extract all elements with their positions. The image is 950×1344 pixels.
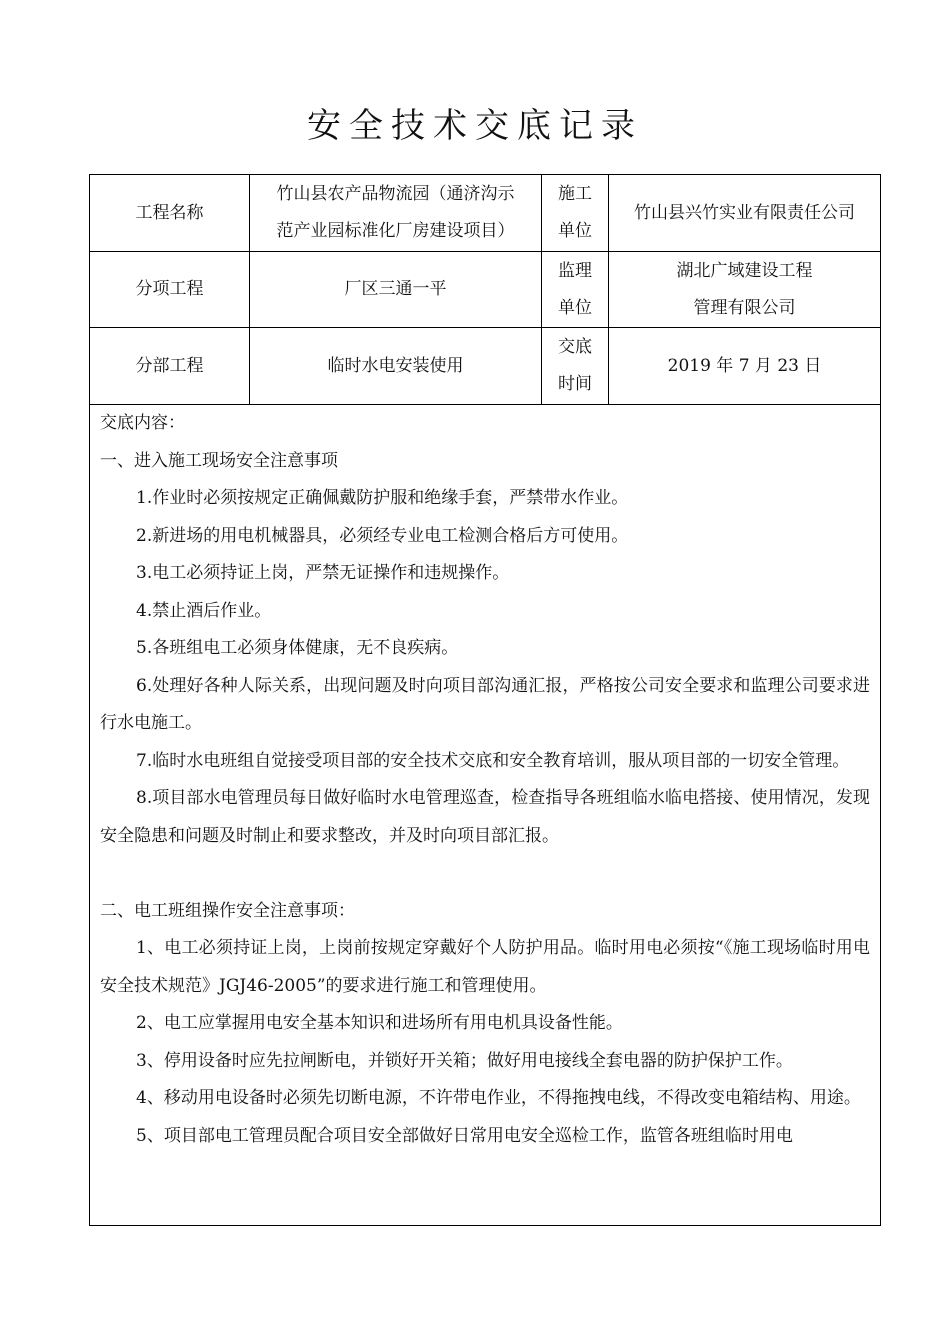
record-table (89, 174, 881, 1226)
list-item: 6.处理好各种人际关系，出现问题及时向项目部沟通汇报，严格按公司安全要求和监理公司要求进行水电施工。 (100, 675, 870, 733)
list-item: 1、电工必须持证上岗，上岗前按规定穿戴好个人防护用品。临时用电必须按“《施工现场临时用电安全技术规范》JGJ46-2005”的要求进行施工和管理使用。 (100, 938, 870, 996)
list-item: 5、项目部电工管理员配合项目安全部做好日常用电安全巡检工作，监管各班组临时用电 (136, 1125, 793, 1146)
list-item: 4、移动用电设备时必须先切断电源，不许带电作业，不得拖拽电线，不得改变电箱结构、用途。 (136, 1088, 861, 1108)
list-item: 7.临时水电班组自觉接受项目部的安全技术交底和安全教育培训，服从项目部的一切安全管理。 (136, 750, 850, 771)
row-division (90, 328, 880, 405)
supervision-unit-label: 监理 单位 (542, 252, 609, 327)
list-item: 5.各班组电工必须身体健康，无不良疾病。 (136, 638, 459, 658)
list-item: 4.禁止酒后作业。 (136, 600, 272, 621)
list-item: 1.作业时必须按规定正确佩戴防护服和绝缘手套，严禁带水作业。 (136, 488, 629, 508)
construction-unit-label: 施工 单位 (542, 175, 609, 251)
content-heading: 交底内容： (100, 413, 185, 433)
supervision-unit-value: 湖北广域建设工程 管理有限公司 (676, 260, 813, 318)
time-value: 2019 年 7 月 23 日 (667, 355, 822, 376)
list-item: 2、电工应掌握用电安全基本知识和进场所有用电机具设备性能。 (136, 1013, 623, 1033)
list-item: 3.电工必须持证上岗，严禁无证操作和违规操作。 (136, 563, 510, 583)
list-item: 3、停用设备时应先拉闸断电，并锁好开关箱；做好用电接线全套电器的防护保护工作。 (136, 1050, 793, 1071)
section1-title: 一、进入施工现场安全注意事项 (100, 450, 338, 471)
time-label: 交底 时间 (542, 328, 609, 404)
list-item: 8.项目部水电管理员每日做好临时水电管理巡查，检查指导各班组临水临电搭接、使用情况，发现安全隐患和问题及时制止和要求整改，并及时向项目部汇报。 (100, 788, 870, 846)
project-name-label: 工程名称 (90, 175, 250, 251)
division-value: 临时水电安装使用 (250, 328, 542, 404)
division-label: 分部工程 (90, 328, 250, 404)
page-title: 安全技术交底记录 (307, 106, 643, 146)
subitem-label: 分项工程 (90, 252, 250, 327)
row-subitem (90, 252, 880, 328)
row-project-name (90, 175, 880, 252)
subitem-value: 厂区三通一平 (250, 252, 542, 327)
disclosure-content (90, 405, 880, 1155)
list-item: 2.新进场的用电机械器具，必须经专业电工检测合格后方可使用。 (136, 525, 629, 546)
section2-title: 二、电工班组操作安全注意事项： (100, 900, 355, 921)
construction-unit-value: 竹山县兴竹实业有限责任公司 (634, 202, 855, 223)
project-name-value: 竹山县农产品物流园（通济沟示 范产业园标准化厂房建设项目） (250, 175, 542, 251)
